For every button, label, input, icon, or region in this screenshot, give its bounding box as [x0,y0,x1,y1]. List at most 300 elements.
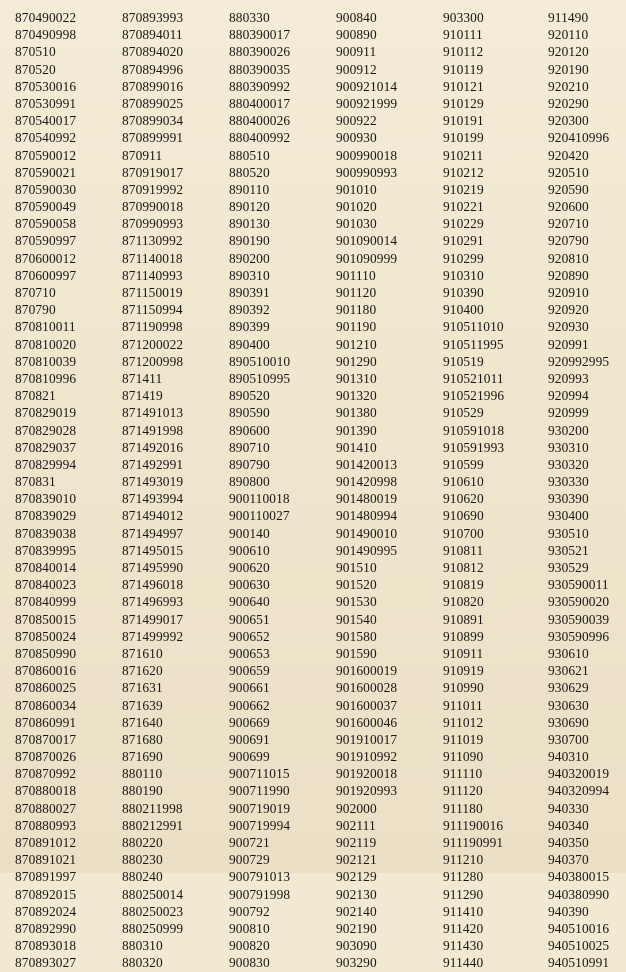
code-entry: 911190991 [443,835,504,850]
code-entry: 870810996 [15,370,77,386]
code-entry: 920999 [548,405,589,421]
code-entry: 871631 [122,680,163,696]
code-entry: 930700 [548,731,589,747]
code-entry: 870990993 [122,216,184,232]
code-entry: 880390035 [229,61,291,77]
code-entry: 900820 [229,938,270,954]
code-column-3 [229,9,290,972]
code-entry: 870899025 [122,95,184,111]
code-entry: 901480019 [336,491,398,507]
code-entry: 870880027 [15,800,77,816]
code-entry: 940340 [548,817,589,833]
code-entry: 901290 [336,353,377,369]
code-entry: 920210 [548,78,589,94]
code-entry: 871499017 [122,611,184,627]
code-entry: 920991 [548,336,589,352]
code-entry: 870860034 [15,697,77,713]
code-entry: 900729 [229,852,270,868]
code-entry: 871499992 [122,628,184,644]
code-entry: 870829994 [15,456,77,472]
code-entry: 910919 [443,663,484,679]
code-entry: 940510991 [548,955,610,971]
code-entry: 911090 [443,749,484,765]
code-entry: 911012 [443,714,484,730]
code-entry: 901030 [336,216,377,232]
code-entry: 910299 [443,250,484,266]
code-entry: 900840 [336,10,377,25]
code-entry: 871150994 [122,302,183,318]
code-entry: 900662 [229,697,270,713]
code-entry: 880310 [122,938,163,954]
code-column-5 [443,9,504,972]
code-entry: 870870992 [15,766,77,782]
code-entry: 910119 [443,61,484,77]
code-entry: 870530991 [15,95,77,111]
code-entry: 871494012 [122,508,184,524]
code-entry: 910820 [443,594,484,610]
code-entry: 880250999 [122,920,184,936]
code-entry: 870893018 [15,938,77,954]
code-entry: 900699 [229,749,270,765]
code-entry: 870590012 [15,147,77,163]
code-entry: 930330 [548,474,589,490]
code-entry: 870590030 [15,181,77,197]
code-entry: 880510 [229,147,270,163]
code-entry: 870710 [15,285,56,300]
code-entry: 870870026 [15,749,77,765]
code-entry: 920590 [548,181,589,197]
code-entry: 901530 [336,594,377,610]
code-entry: 920710 [548,216,589,232]
code-entry: 900990018 [336,147,398,163]
code-entry: 901480994 [336,508,398,524]
code-entry: 920600 [548,199,589,215]
code-entry: 870860991 [15,714,77,730]
code-entry: 880390992 [229,78,291,94]
code-entry: 911430 [443,938,484,954]
code-entry: 880220 [122,835,163,850]
code-entry: 880190 [122,783,163,799]
code-entry: 911019 [443,731,484,747]
code-entry: 900791013 [229,869,291,885]
code-entry: 900653 [229,645,270,661]
code-entry: 901520 [336,577,377,593]
code-entry: 870590049 [15,199,77,215]
code-entry: 900792 [229,903,270,919]
code-entry: 930400 [548,508,589,524]
code-entry: 870850015 [15,611,77,627]
code-entry: 930521 [548,542,589,558]
code-entry: 890590 [229,405,270,421]
code-entry: 920992995 [548,353,610,369]
code-entry: 871496993 [122,594,184,610]
code-entry: 870892015 [15,886,77,902]
code-entry: 871491013 [122,405,184,421]
code-entry: 901420013 [336,456,398,472]
code-entry: 901210 [336,336,377,352]
code-entry: 940390 [548,903,589,919]
code-entry: 920994 [548,388,589,404]
code-entry: 930630 [548,697,589,713]
code-entry: 870893993 [122,10,184,25]
code-entry: 890790 [229,456,270,472]
code-entry: 871140018 [122,250,183,266]
code-entry: 900110027 [229,508,290,524]
code-entry: 920890 [548,267,589,283]
code-entry: 871492991 [122,456,184,472]
code-entry: 870790 [15,302,56,318]
code-entry: 901600037 [336,697,398,713]
code-entry: 890520 [229,388,270,404]
code-entry: 890130 [229,216,270,232]
code-column-4 [336,9,397,972]
code-entry: 901420998 [336,474,398,490]
code-entry: 880250014 [122,886,184,902]
code-entry: 900719994 [229,817,291,833]
code-entry: 900719019 [229,800,291,816]
code-entry: 910811 [443,542,484,558]
code-entry: 900711990 [229,783,290,799]
code-entry: 880400017 [229,95,291,111]
code-entry: 890800 [229,474,270,490]
code-entry: 900922 [336,113,377,129]
code-entry: 902130 [336,886,377,902]
code-entry: 901920018 [336,766,398,782]
code-entry: 902119 [336,835,377,850]
code-entry: 903290 [336,955,377,971]
code-entry: 940370 [548,852,589,868]
code-entry: 930590039 [548,611,610,627]
code-entry: 870919017 [122,164,184,180]
code-entry: 870840023 [15,577,77,593]
code-entry: 903090 [336,938,377,954]
code-entry: 901600019 [336,663,398,679]
code-entry: 910221 [443,199,484,215]
code-entry: 871493019 [122,474,184,490]
code-entry: 900890 [336,27,377,43]
code-entry: 901910017 [336,731,398,747]
code-entry: 900912 [336,61,377,77]
code-entry: 870600997 [15,267,77,283]
code-entry: 880212991 [122,817,184,833]
code-entry: 910212 [443,164,484,180]
code-entry: 870894011 [122,27,183,43]
code-entry: 902190 [336,920,377,936]
code-entry: 890399 [229,319,270,335]
code-entry: 870540017 [15,113,77,129]
code-entry: 900669 [229,714,270,730]
code-entry: 920510 [548,164,589,180]
code-column-2 [122,9,183,972]
code-column-6 [548,9,609,972]
code-entry: 920190 [548,61,589,77]
code-entry: 871493994 [122,491,184,507]
code-column-1 [15,9,76,972]
code-entry: 911011 [443,697,483,713]
code-entry: 900721 [229,835,270,850]
code-entry: 900652 [229,628,270,644]
code-entry: 870870017 [15,731,77,747]
code-entry: 940510016 [548,920,610,936]
code-entry: 871496018 [122,577,184,593]
code-entry: 900661 [229,680,270,696]
code-entry: 900830 [229,955,270,971]
code-entry: 900791998 [229,886,291,902]
code-entry: 890310 [229,267,270,283]
code-entry: 940350 [548,835,589,850]
code-entry: 871140993 [122,267,183,283]
code-entry: 870839038 [15,525,77,541]
code-entry: 901510 [336,560,377,575]
code-entry: 910229 [443,216,484,232]
code-entry: 901110 [336,267,376,283]
code-entry: 871411 [122,370,163,386]
code-entry: 870590021 [15,164,77,180]
code-entry: 911280 [443,869,484,885]
code-entry: 911490 [548,10,589,25]
code-entry: 930590011 [548,577,609,593]
code-entry: 890600 [229,422,270,438]
code-entry: 920810 [548,250,589,266]
code-entry: 871419 [122,388,163,404]
code-entry: 910990 [443,680,484,696]
code-entry: 901600028 [336,680,398,696]
code-entry: 870892024 [15,903,77,919]
code-entry: 940510025 [548,938,610,954]
code-entry: 870880993 [15,817,77,833]
code-entry: 870880018 [15,783,77,799]
code-entry: 901020 [336,199,377,215]
code-entry: 910511995 [443,336,504,352]
code-entry: 901920993 [336,783,398,799]
code-entry: 911110 [443,766,483,782]
code-entry: 910620 [443,491,484,507]
code-entry: 911420 [443,920,484,936]
code-entry: 911210 [443,852,484,868]
code-entry: 910591018 [443,422,505,438]
code-entry: 910690 [443,508,484,524]
code-entry: 870839010 [15,491,77,507]
code-entry: 870810011 [15,319,76,335]
code-entry: 910521996 [443,388,505,404]
code-entry: 901090999 [336,250,398,266]
code-entry: 871150019 [122,285,183,300]
code-entry: 871620 [122,663,163,679]
code-entry: 871680 [122,731,163,747]
code-entry: 920993 [548,370,589,386]
code-entry: 930610 [548,645,589,661]
code-entry: 871639 [122,697,163,713]
code-entry: 901490995 [336,542,398,558]
code-entry: 910199 [443,130,484,146]
code-entry: 900930 [336,130,377,146]
code-entry: 901010 [336,181,377,197]
code-entry: 910310 [443,267,484,283]
code-entry: 900911 [336,44,377,60]
code-entry: 870893027 [15,955,77,971]
code-entry: 870839029 [15,508,77,524]
code-entry: 901490010 [336,525,398,541]
code-entry: 880240 [122,869,163,885]
code-entry: 930590996 [548,628,610,644]
code-entry: 870490998 [15,27,77,43]
code-entry: 870810039 [15,353,77,369]
code-entry: 870829019 [15,405,77,421]
code-entry: 890391 [229,285,270,300]
code-entry: 900610 [229,542,270,558]
code-entry: 890710 [229,439,270,455]
code-entry: 910400 [443,302,484,318]
code-entry: 870894020 [122,44,184,60]
code-entry: 911120 [443,783,483,799]
code-entry: 870899991 [122,130,184,146]
code-entry: 890400 [229,336,270,352]
code-entry: 871190998 [122,319,183,335]
code-entry: 890110 [229,181,270,197]
code-entry: 901410 [336,439,377,455]
code-entry: 902140 [336,903,377,919]
code-entry: 901580 [336,628,377,644]
code-entry: 911290 [443,886,484,902]
code-entry: 910191 [443,113,484,129]
code-entry: 870821 [15,388,56,404]
code-entry: 871491998 [122,422,184,438]
code-entry: 900640 [229,594,270,610]
code-entry: 880400026 [229,113,291,129]
code-entry: 940330 [548,800,589,816]
code-entry: 870891021 [15,852,77,868]
code-entry: 871495015 [122,542,184,558]
code-entry: 880211998 [122,800,183,816]
code-entry: 901320 [336,388,377,404]
code-entry: 901120 [336,285,377,300]
code-entry: 911440 [443,955,484,971]
code-entry: 900140 [229,525,270,541]
code-entry: 910599 [443,456,484,472]
code-entry: 910819 [443,577,484,593]
code-entry: 880390026 [229,44,291,60]
code-entry: 880230 [122,852,163,868]
code-entry: 900630 [229,577,270,593]
code-entry: 870520 [15,61,56,77]
code-entry: 910121 [443,78,484,94]
code-entry: 880320 [122,955,163,971]
code-entry: 870891012 [15,835,77,850]
code-entry: 910511010 [443,319,504,335]
code-entry: 910529 [443,405,484,421]
code-entry: 871494997 [122,525,184,541]
code-entry: 911410 [443,903,484,919]
code-entry: 870860025 [15,680,77,696]
code-entry: 900659 [229,663,270,679]
code-entry: 930390 [548,491,589,507]
code-entry: 880330 [229,10,270,25]
code-entry: 920300 [548,113,589,129]
code-entry: 910211 [443,147,484,163]
code-entry: 902111 [336,817,376,833]
code-entry: 902000 [336,800,377,816]
code-entry: 900651 [229,611,270,627]
code-entry: 901190 [336,319,377,335]
code-entry: 870840999 [15,594,77,610]
code-entry: 940320994 [548,783,610,799]
code-entry: 920420 [548,147,589,163]
code-entry: 920290 [548,95,589,111]
code-entry: 910812 [443,560,484,575]
code-entry: 870540992 [15,130,77,146]
code-entry: 900711015 [229,766,290,782]
code-entry: 930621 [548,663,589,679]
code-entry: 871200022 [122,336,184,352]
code-entry: 930320 [548,456,589,472]
code-entry: 920120 [548,44,589,60]
code-entry: 940310 [548,749,589,765]
code-entry: 901310 [336,370,377,386]
code-entry: 871690 [122,749,163,765]
code-entry: 930590020 [548,594,610,610]
code-entry: 901910992 [336,749,398,765]
code-entry: 910700 [443,525,484,541]
code-entry: 930510 [548,525,589,541]
code-entry: 870899034 [122,113,184,129]
code-entry: 890200 [229,250,270,266]
code-entry: 920410996 [548,130,610,146]
code-entry: 910112 [443,44,484,60]
code-entry: 880520 [229,164,270,180]
code-entry: 870899016 [122,78,184,94]
code-entry: 870850990 [15,645,77,661]
code-entry: 870831 [15,474,56,490]
code-entry: 940380015 [548,869,610,885]
code-entry: 890190 [229,233,270,249]
code-entry: 910899 [443,628,484,644]
code-entry: 920930 [548,319,589,335]
code-entry: 901390 [336,422,377,438]
code-entry: 910111 [443,27,483,43]
code-entry: 871130992 [122,233,183,249]
code-entry: 870490022 [15,10,77,25]
code-entry: 910911 [443,645,484,661]
code-entry: 911180 [443,800,483,816]
code-entry: 910129 [443,95,484,111]
code-entry: 871610 [122,645,163,661]
code-entry: 870850024 [15,628,77,644]
code-entry: 930629 [548,680,589,696]
code-entry: 902129 [336,869,377,885]
code-entry: 903300 [443,10,484,25]
code-entry: 870860016 [15,663,77,679]
code-entry: 930690 [548,714,589,730]
code-entry: 930529 [548,560,589,575]
code-entry: 870891997 [15,869,77,885]
code-entry: 920920 [548,302,589,318]
code-entry: 940320019 [548,766,610,782]
code-entry: 900921999 [336,95,398,111]
code-entry: 910891 [443,611,484,627]
code-entry: 870990018 [122,199,184,215]
code-entry: 910291 [443,233,484,249]
code-entry: 940380990 [548,886,610,902]
code-entry: 880400992 [229,130,291,146]
code-entry: 870839995 [15,542,77,558]
code-entry: 900921014 [336,78,398,94]
code-entry: 910390 [443,285,484,300]
code-entry: 890120 [229,199,270,215]
code-entry: 900990993 [336,164,398,180]
code-entry: 920790 [548,233,589,249]
code-entry: 870810020 [15,336,77,352]
code-entry: 870911 [122,147,163,163]
